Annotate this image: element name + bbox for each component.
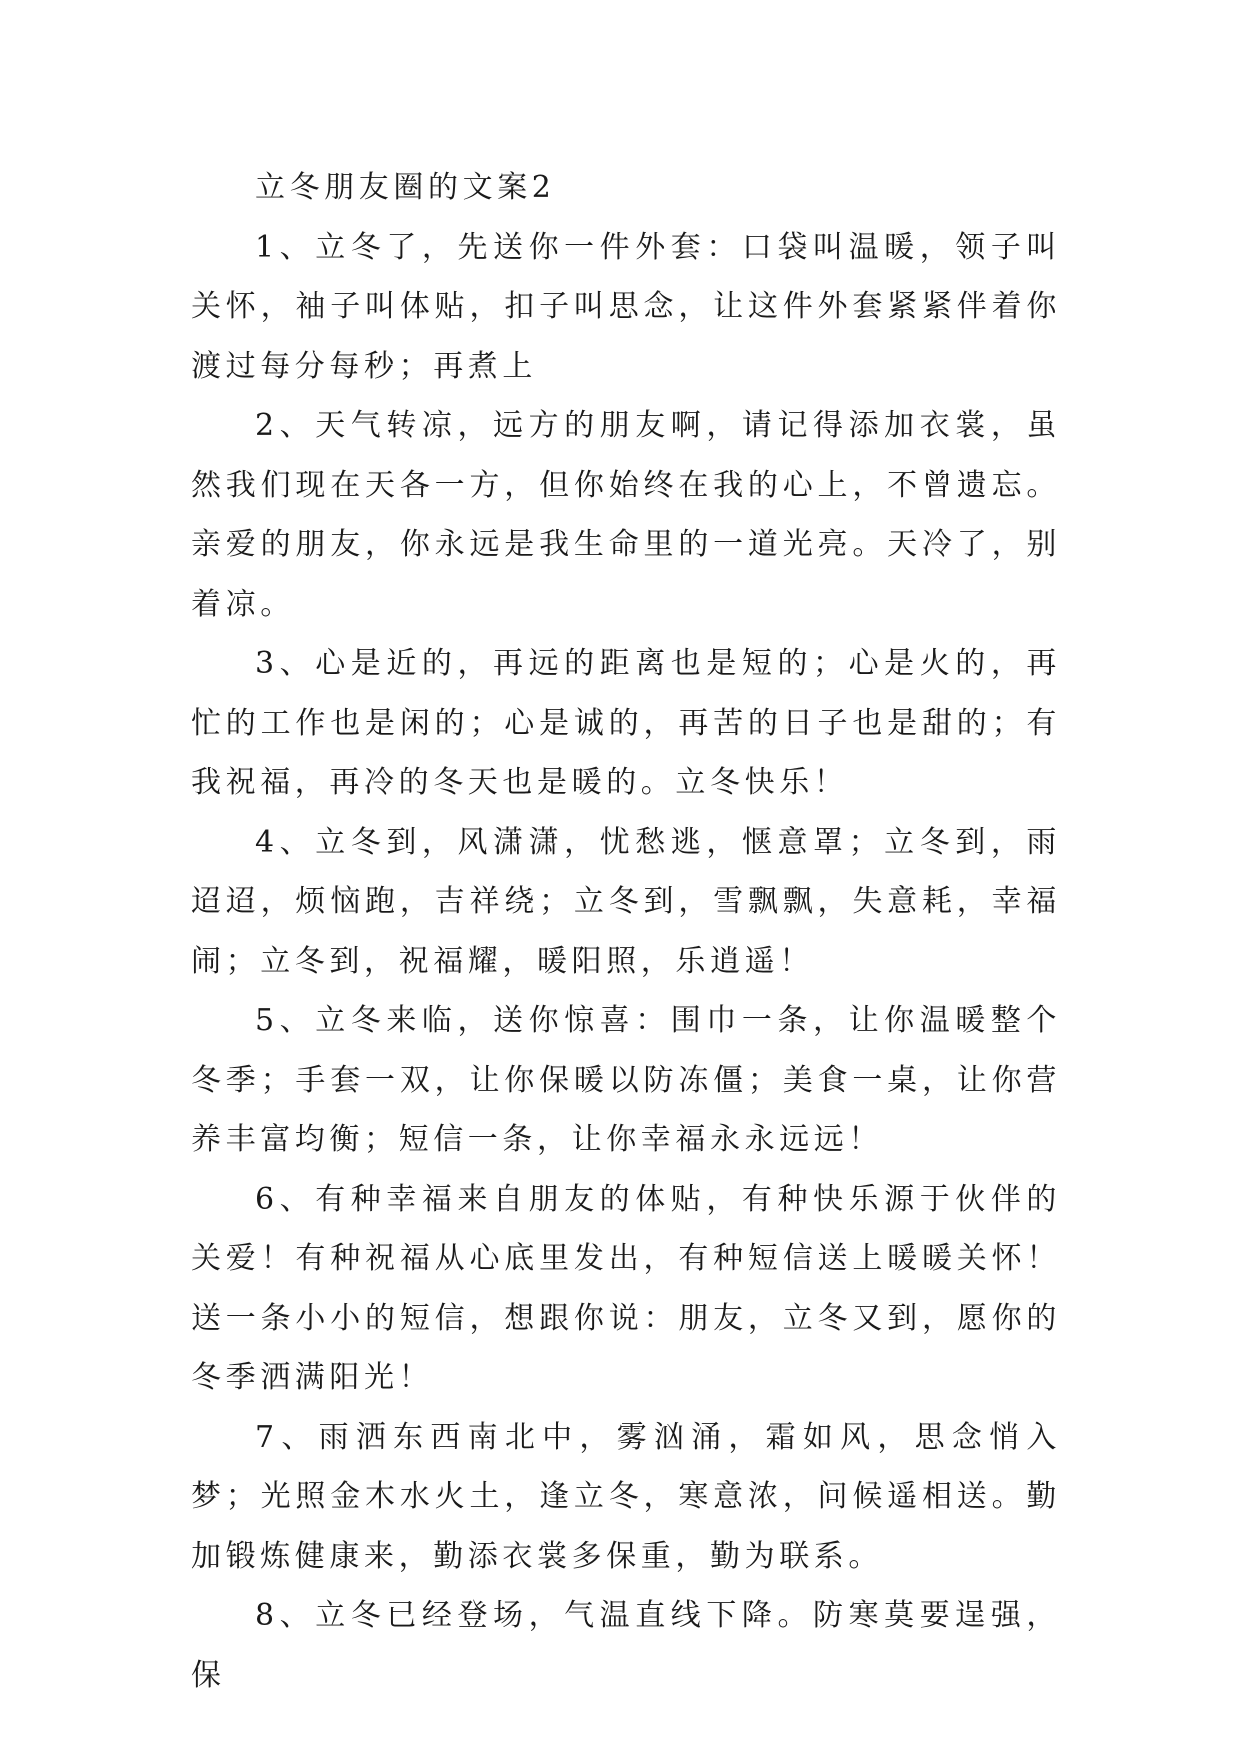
document-body [191, 158, 1061, 1705]
paragraph-8: 8、立冬已经登场，气温直线下降。防寒莫要逞强，保 [191, 1598, 1061, 1693]
paragraph-6: 6、有种幸福来自朋友的体贴，有种快乐源于伙伴的关爱！有种祝福从心底里发出，有种短信送上暖暖关怀！送一条小小的短信，想跟你说：朋友，立冬又到，愿你的冬季洒满阳光！ [191, 1181, 1061, 1395]
paragraph-1: 1、立冬了，先送你一件外套：口袋叫温暖，领子叫关怀，袖子叫体贴，扣子叫思念，让这件外套紧紧伴着你渡过每分每秒；再煮上 [191, 229, 1061, 384]
paragraph-2: 2、天气转凉，远方的朋友啊，请记得添加衣裳，虽然我们现在天各一方，但你始终在我的心上，不曾遗忘。亲爱的朋友，你永远是我生命里的一道光亮。天冷了，别着凉。 [191, 408, 1061, 622]
paragraph-5: 5、立冬来临，送你惊喜：围巾一条，让你温暖整个冬季；手套一双，让你保暖以防冻僵；美食一桌，让你营养丰富均衡；短信一条，让你幸福永永远远！ [191, 1003, 1061, 1157]
paragraph-7: 7、雨洒东西南北中，雾汹涌，霜如风，思念悄入梦；光照金木水火土，逢立冬，寒意浓，问候遥相送。勤加锻炼健康来，勤添衣裳多保重，勤为联系。 [191, 1419, 1061, 1574]
paragraph-3: 3、心是近的，再远的距离也是短的；心是火的，再忙的工作也是闲的；心是诚的，再苦的日子也是甜的；有我祝福，再冷的冬天也是暖的。立冬快乐！ [191, 646, 1061, 800]
document-title: 立冬朋友圈的文案2 [255, 170, 556, 205]
paragraph-4: 4、立冬到，风潇潇，忧愁逃，惬意罩；立冬到，雨迢迢，烦恼跑，吉祥绕；立冬到，雪飘飘，失意耗，幸福闹；立冬到，祝福耀，暖阳照，乐逍遥！ [191, 824, 1061, 979]
